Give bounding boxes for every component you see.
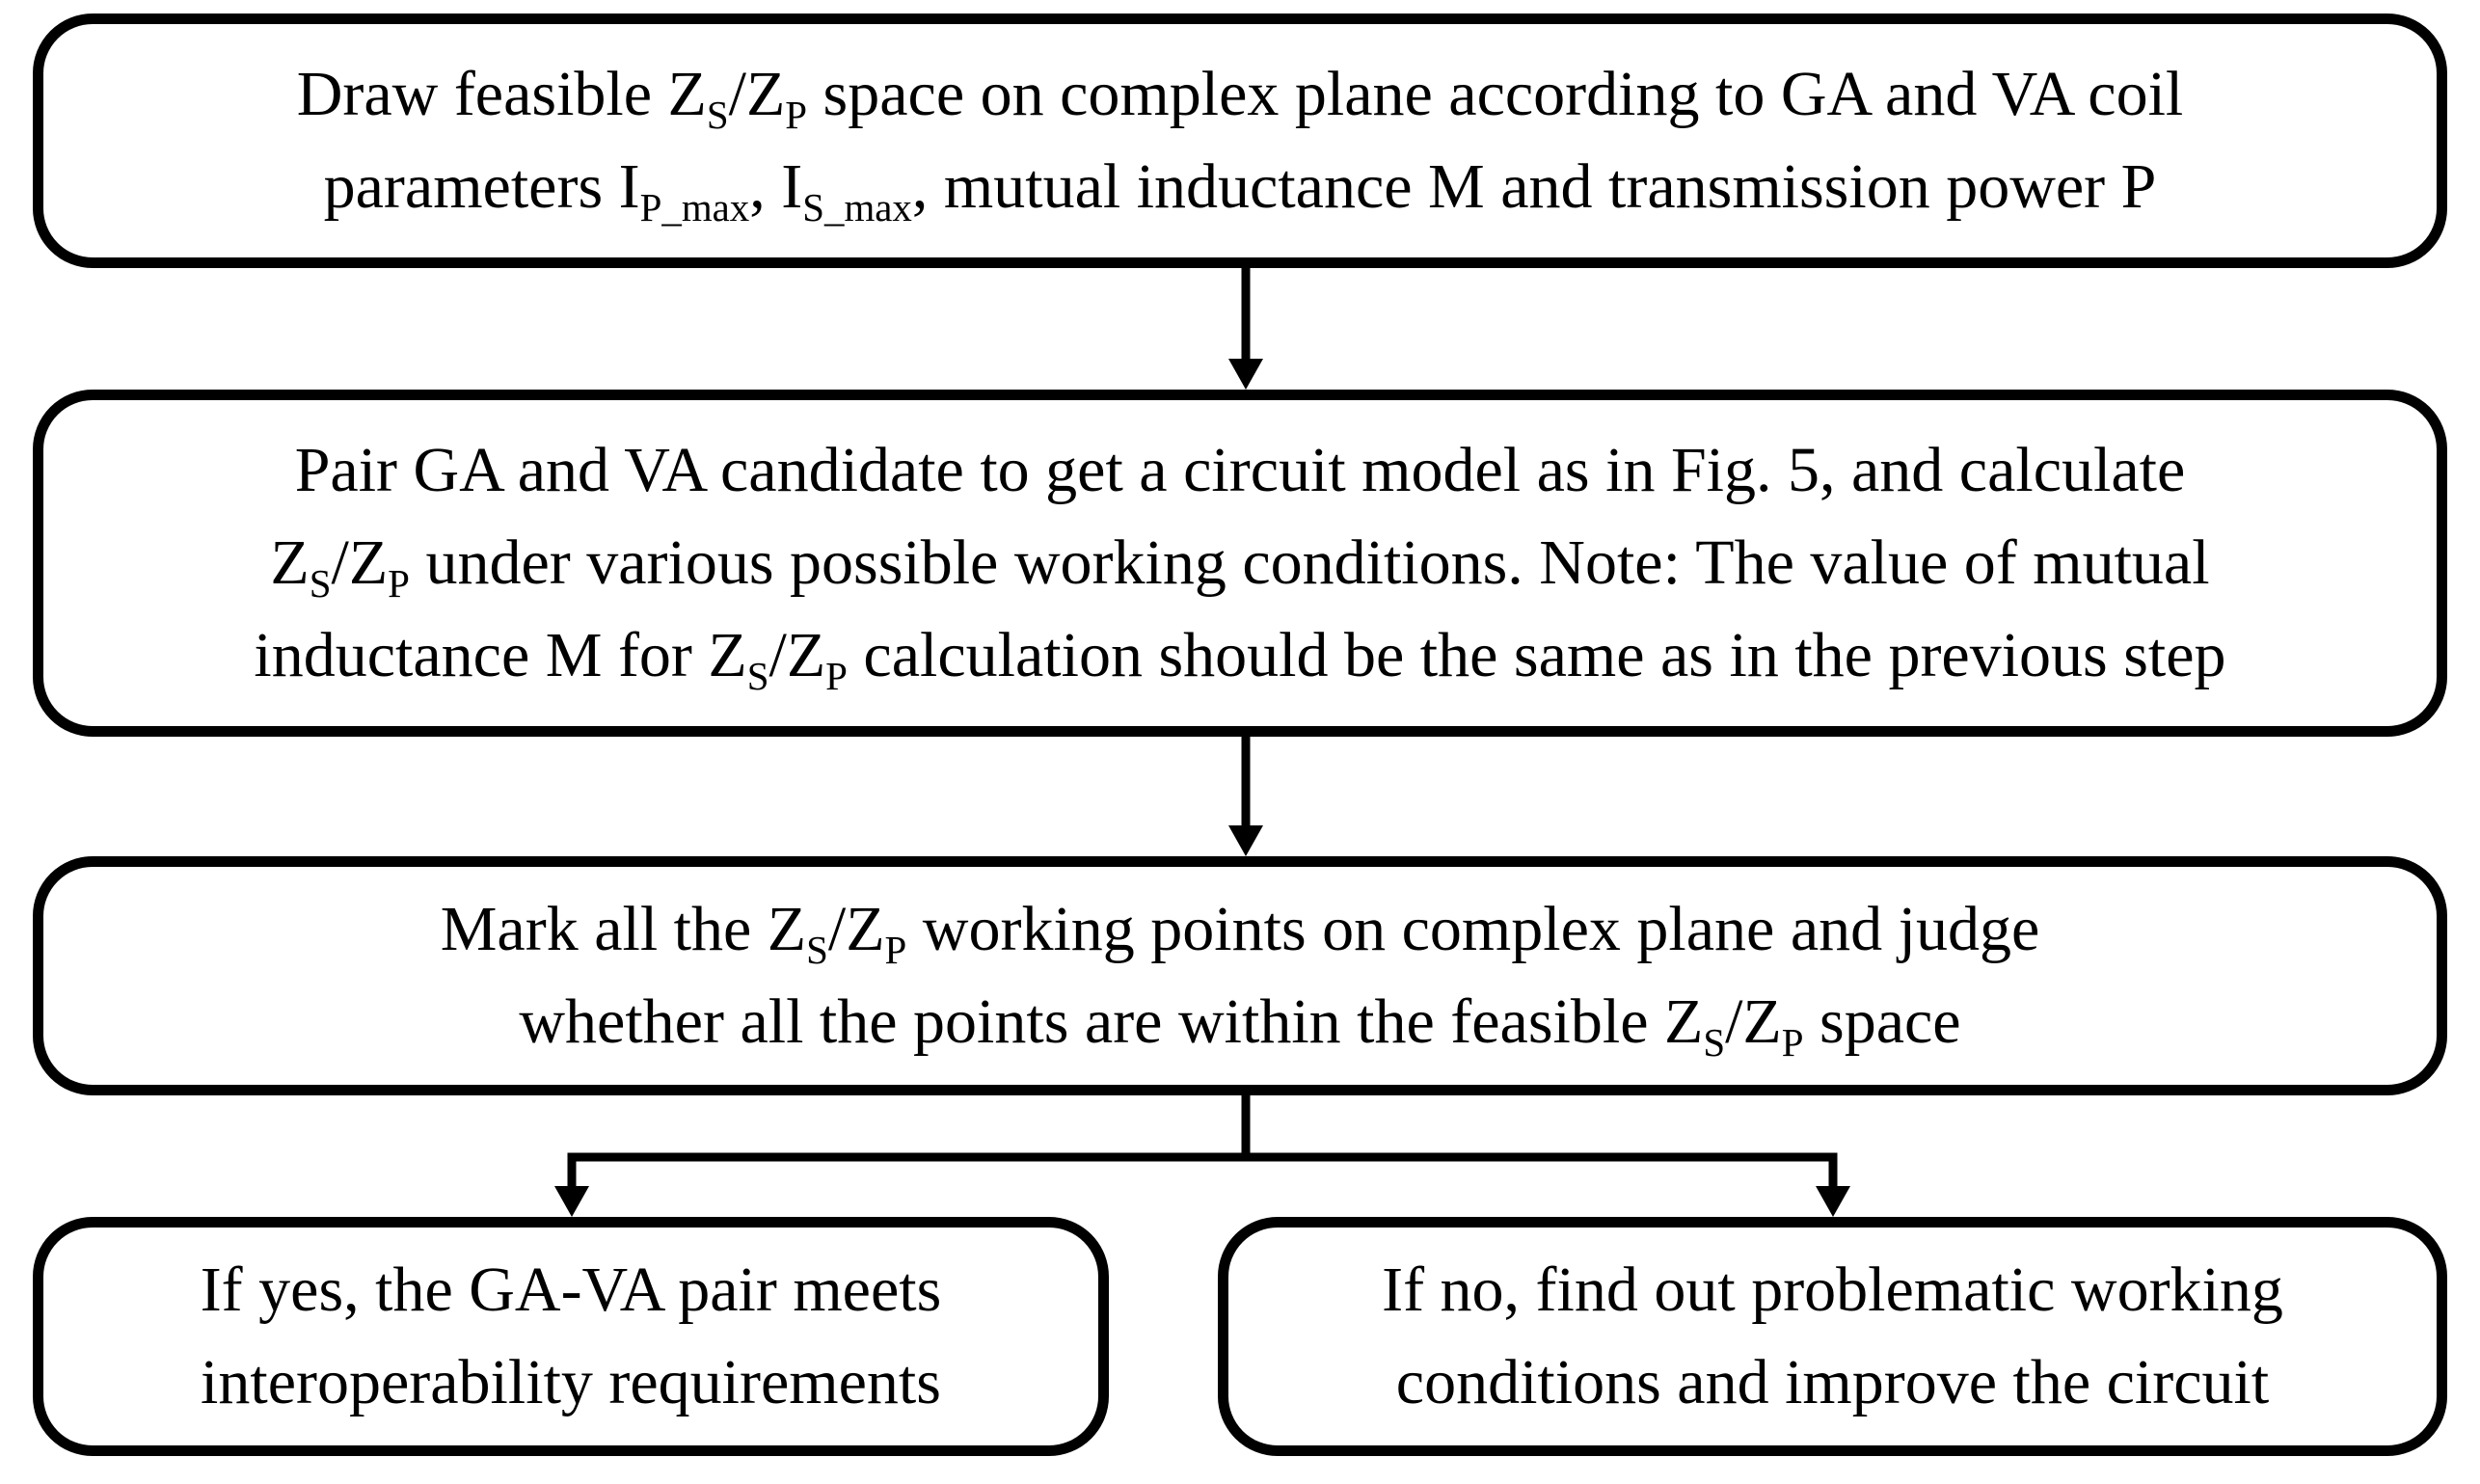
branch-rail bbox=[572, 1157, 1833, 1186]
flow-box-outcome-yes bbox=[33, 1217, 1109, 1456]
arrow-step2-to-step3-head bbox=[1228, 825, 1263, 856]
flow-box-step2 bbox=[33, 390, 2447, 737]
flow-box-outcome-no-text: If no, find out problematic working conditions and improve the circuit bbox=[1382, 1255, 2283, 1417]
arrow-step1-to-step2-head bbox=[1228, 359, 1263, 390]
flow-box-step1 bbox=[33, 13, 2447, 268]
flow-box-outcome-no bbox=[1218, 1217, 2447, 1456]
flow-box-step1-text: Draw feasible $Z_S/Z_P$ space on complex plane according to GA and VA coil parameters $I_{P\_max}$, $I_{S\_max}$, mutual inductance M and transmission power P bbox=[296, 59, 2184, 230]
flow-box-step3 bbox=[33, 856, 2447, 1095]
flow-box-step3-text: Mark all the $Z_S/Z_P$ working points on complex plane and judge whether all the points are within the feasible $Z_S/Z_P$ space bbox=[440, 894, 2040, 1066]
flow-box-outcome-yes-text: If yes, the GA-VA pair meets interoperability requirements bbox=[200, 1255, 942, 1417]
flow-box-step2-text: Pair GA and VA candidate to get a circuit model as in Fig. 5, and calculate $Z_S/Z_P$ under various possible working conditions. Note: The value of mutual inductance M for $Z_S/Z_P$ calculation should be the same as in the previous step bbox=[254, 435, 2226, 699]
arrow-branch-to-yes-head bbox=[554, 1186, 589, 1217]
arrow-branch-to-no-head bbox=[1816, 1186, 1850, 1217]
